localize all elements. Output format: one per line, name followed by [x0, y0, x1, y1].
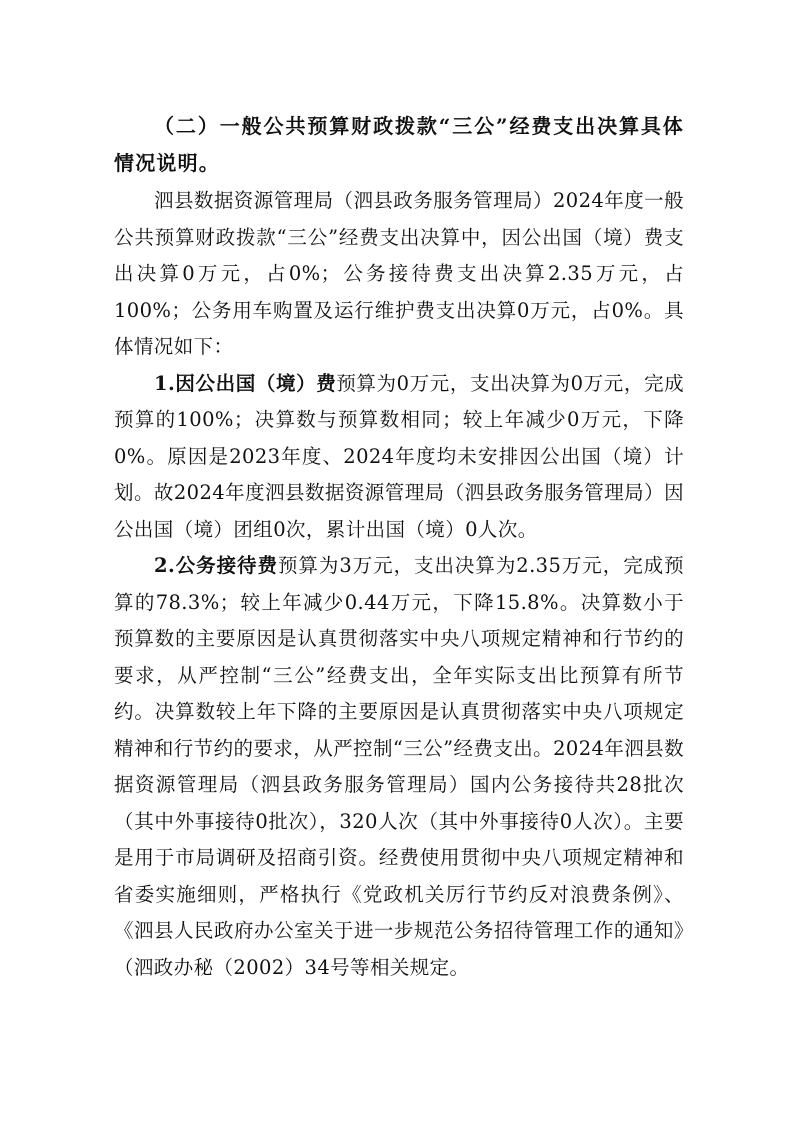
item-reception-paragraph [114, 548, 684, 986]
item-outbound-travel-text: 预算为0万元，支出决算为0万元，完成预算的100%；决算数与预算数相同；较上年减少0万元，下降0%。原因是2023年度、2024年度均未安排因公出国（境）计划。故2024年度泗县数据资源管理局（泗县政务服务管理局）因公出国（境）团组0次，累计出国（境）0人次。 [114, 371, 685, 541]
item-outbound-travel-lead: 1.因公出国（境）费 [154, 371, 337, 395]
item-reception-lead: 2.公务接待费 [154, 554, 278, 577]
intro-paragraph: 泗县数据资源管理局（泗县政务服务管理局）2024年度一般公共预算财政拨款“三公”经费支出决算中，因公出国（境）费支出决算0万元，占0%；公务接待费支出决算2.35万元，占100%；公务用车购置及运行维护费支出决算0万元，占0%。具体情况如下： [114, 189, 684, 358]
section-heading: （二）一般公共预算财政拨款“三公”经费支出决算具体情况说明。 [114, 114, 684, 175]
item-outbound-travel-paragraph [114, 366, 684, 549]
document-body [114, 108, 684, 986]
item-reception-text: 预算为3万元，支出决算为2.35万元，完成预算的78.3%；较上年减少0.44万元，下降15.8%。决算数小于预算数的主要原因是认真贯彻落实中央八项规定精神和行节约的要求，从严控制“三公”经费支出，全年实际支出比预算有所节约。决算数较上年下降的主要原因是认真贯彻落实中央八项规定精神和行节约的要求，从严控制“三公”经费支出。2024年泗县数据资源管理局（泗县政务服务管理局）国内公务接待共28批次（其中外事接待0批次），320人次（其中外事接待0人次）。主要是用于市局调研及招商引资。经费使用贯彻中央八项规定精神和省委实施细则，严格执行《党政机关厉行节约反对浪费条例》、《泗县人民政府办公室关于进一步规范公务招待管理工作的通知》（泗政办秘（2002）34号等相关规定。 [114, 554, 684, 979]
